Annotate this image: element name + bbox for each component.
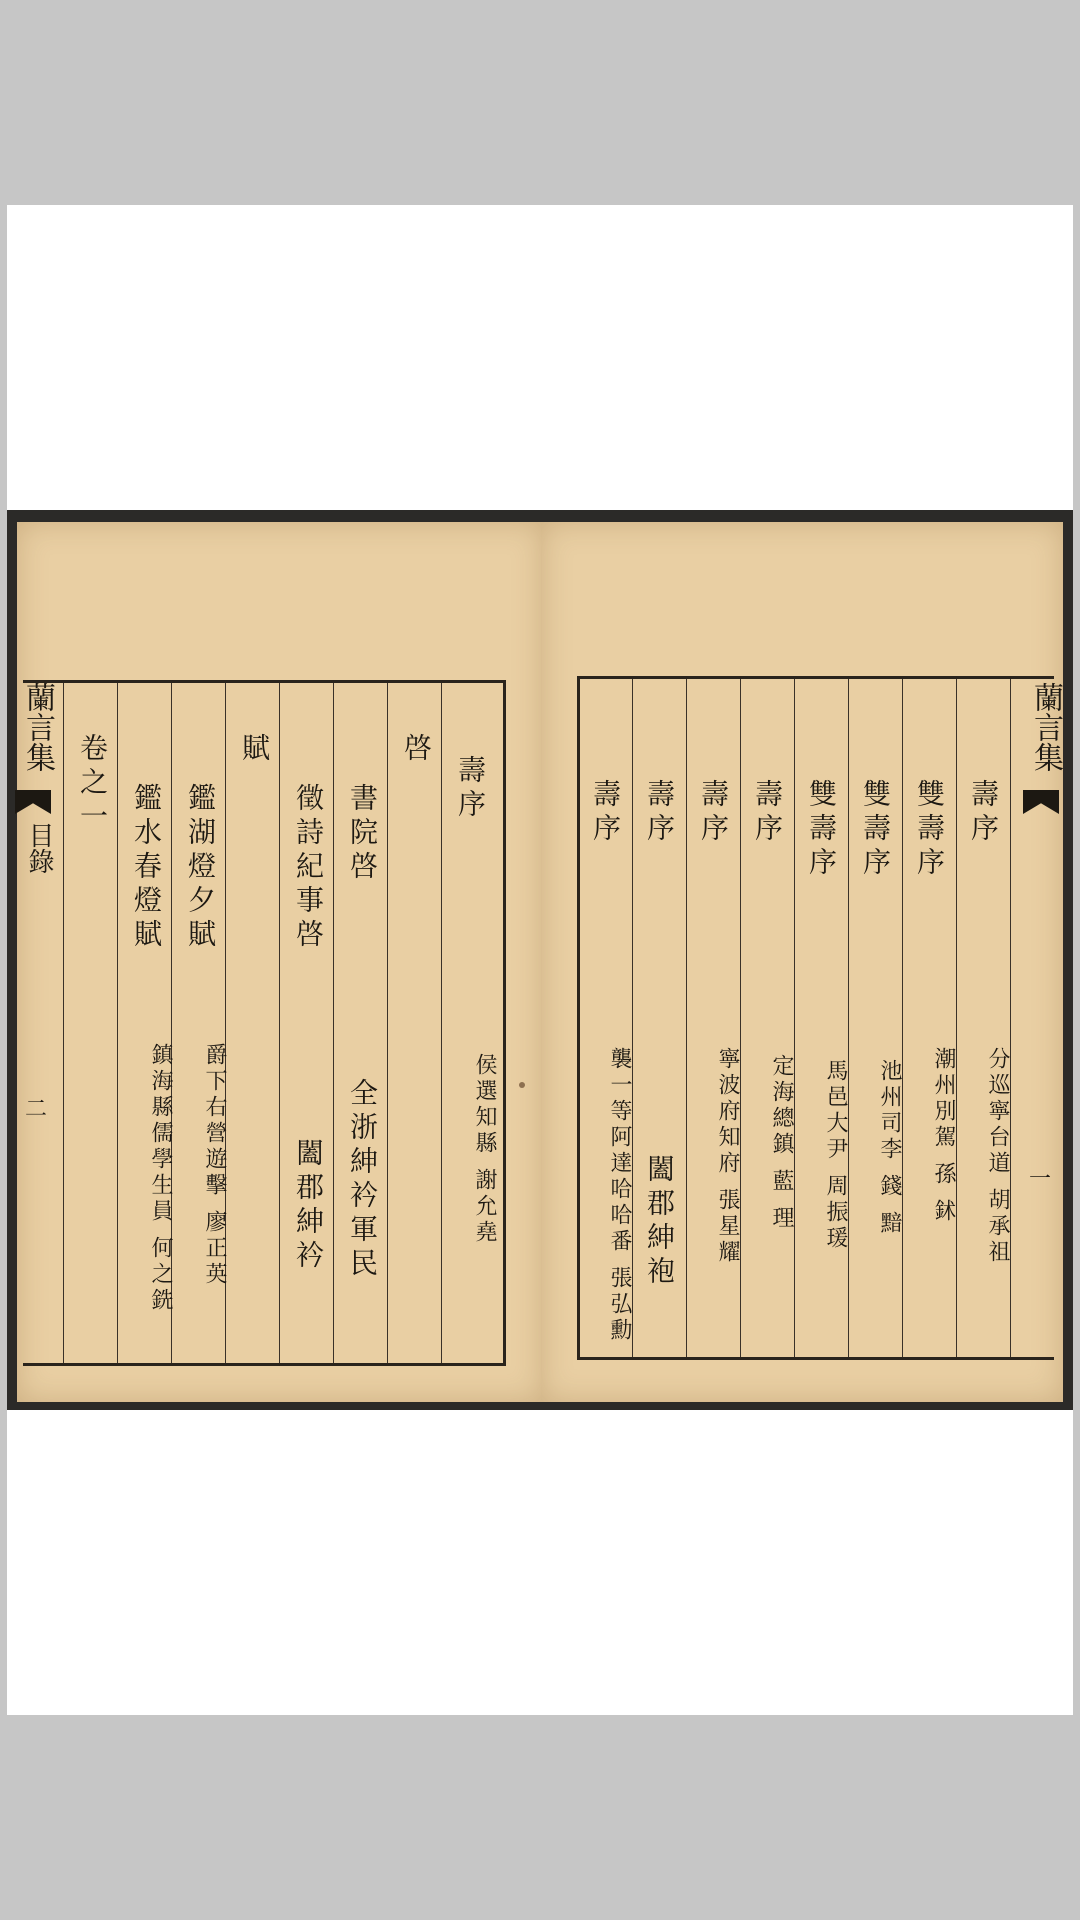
entry-title: 壽序 [454, 755, 487, 823]
entry-title: 壽序 [967, 779, 1000, 847]
entry-title: 雙壽序 [913, 779, 946, 881]
entry-title: 鑑湖燈夕賦 [184, 783, 217, 953]
entry-title: 鑑水春燈賦 [130, 783, 163, 953]
spine-title: 蘭言集 [20, 682, 55, 772]
entry-author: 馬邑大尹 周振瑗 [823, 1059, 848, 1252]
left-col-4 [283, 683, 333, 1363]
left-col-8 [67, 683, 117, 1363]
right-col-1 [958, 679, 1008, 1357]
book-scan [7, 510, 1073, 1410]
volume-heading: 卷之一 [76, 733, 109, 835]
entry-author: 池州司李 錢 黯 [877, 1059, 902, 1237]
left-col-6 [175, 683, 225, 1363]
entry-author: 鎮海縣儒學生員 何之銑 [148, 1043, 173, 1314]
right-col-8 [580, 679, 630, 1357]
right-col-7 [634, 679, 684, 1357]
left-col-3 [337, 683, 387, 1363]
entry-author: 定海總鎮 藍 理 [769, 1054, 794, 1232]
right-page [541, 522, 1063, 1402]
entry-title: 書院啓 [346, 783, 379, 885]
entry-author: 侯選知縣 謝允堯 [472, 1053, 497, 1246]
entry-author: 爵下右營遊擊 廖正英 [202, 1043, 227, 1288]
spine-title-right: 蘭言集 [1028, 682, 1063, 772]
entry-title: 徵詩紀事啓 [292, 783, 325, 953]
entry-title: 壽序 [643, 779, 676, 847]
entry-title: 雙壽序 [859, 779, 892, 881]
left-page [17, 522, 543, 1402]
entry-title: 壽序 [751, 779, 784, 847]
left-col-2 [391, 683, 441, 1363]
right-col-4 [796, 679, 846, 1357]
entry-author: 全浙紳衿軍民 [346, 1078, 379, 1282]
left-col-5 [229, 683, 279, 1363]
entry-author: 寧波府知府 張星耀 [715, 1047, 740, 1266]
entry-title: 壽序 [589, 779, 622, 847]
right-page-frame [577, 676, 1054, 1360]
section-heading: 啓 [400, 733, 433, 767]
page-mark [519, 1082, 525, 1088]
right-col-6 [688, 679, 738, 1357]
right-col-2 [904, 679, 954, 1357]
page-number: 二 [25, 1097, 48, 1122]
left-col-1 [445, 683, 495, 1363]
left-col-7 [121, 683, 171, 1363]
entry-author: 闔郡紳袍 [643, 1154, 676, 1290]
spine-section: 目錄 [24, 822, 54, 874]
entry-author: 分巡寧台道 胡承祖 [985, 1047, 1010, 1266]
entry-title: 雙壽序 [805, 779, 838, 881]
section-heading: 賦 [238, 733, 271, 767]
right-col-5 [742, 679, 792, 1357]
entry-title: 壽序 [697, 779, 730, 847]
right-col-3 [850, 679, 900, 1357]
entry-author: 襲一等阿達哈哈番 張弘勳 [607, 1047, 632, 1344]
entry-author: 潮州別駕 孫 鉥 [931, 1047, 956, 1225]
page-number-right: 一 [1029, 1167, 1052, 1192]
entry-author: 闔郡紳衿 [292, 1138, 325, 1274]
left-page-frame [23, 680, 506, 1366]
